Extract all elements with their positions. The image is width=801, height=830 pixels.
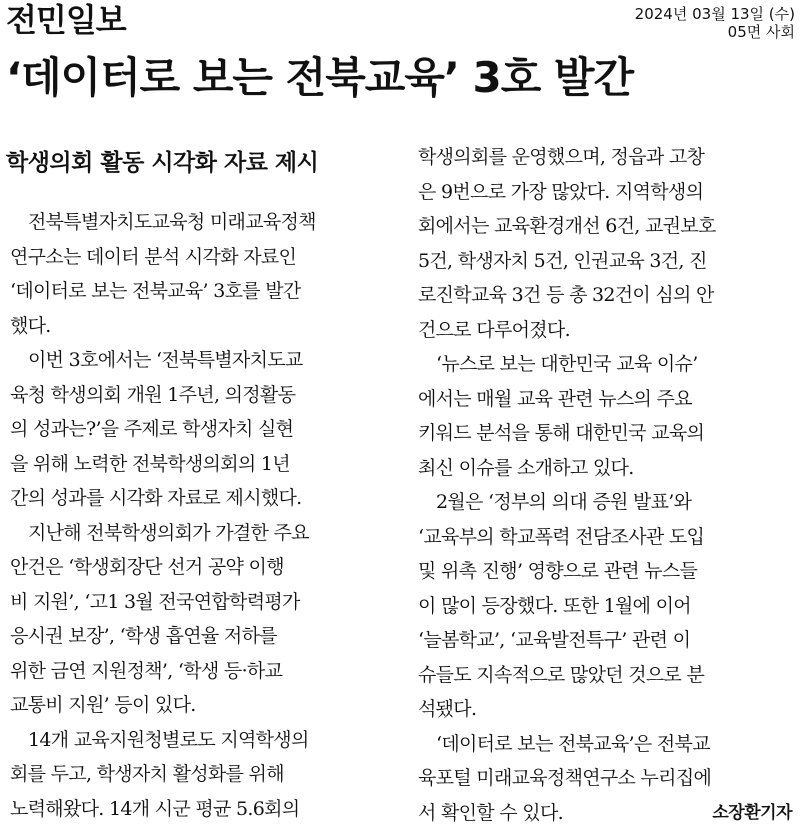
article-subheadline: 학생의회 활동 시각화 자료 제시 [6, 148, 396, 178]
body-line: 서 확인할 수 있다. [418, 796, 563, 830]
body-line: 학생의회를 운영했으며, 정읍과 고창 [418, 140, 796, 175]
body-line: 키워드 분석을 통해 대한민국 교육의 [418, 416, 796, 451]
body-line: 2월은 ‘정부의 의대 증원 발표’와 [418, 485, 796, 520]
article-headline: ‘데이터로 보는 전북교육’ 3호 발간 [6, 52, 796, 104]
article-body-left-column [10, 205, 388, 826]
publication-date: 2024년 03월 13일 (수) [635, 5, 795, 23]
body-line: ‘교육부의 학교폭력 전담조사관 도입 [418, 520, 796, 555]
body-last-line-row [418, 796, 796, 830]
body-line: 건으로 다루어졌다. [418, 313, 796, 348]
body-line: 비 지원’, ‘고1 3월 전국연합학력평가 [10, 585, 388, 620]
body-line: 간의 성과를 시각화 자료로 제시했다. [10, 481, 388, 516]
body-line: 을 위해 노력한 전북학생의회의 1년 [10, 447, 388, 482]
body-line: 안건은 ‘학생회장단 선거 공약 이행 [10, 550, 388, 585]
body-line: ‘데이터로 보는 전북교육’ 3호를 발간 [10, 274, 388, 309]
body-line: 및 위촉 진행’ 영향으로 관련 뉴스들 [418, 554, 796, 589]
body-line: 슈들도 지속적으로 많았던 것으로 분 [418, 658, 796, 693]
body-line: 응시권 보장’, ‘학생 흡연율 저하를 [10, 619, 388, 654]
body-line: 이번 3호에서는 ‘전북특별자치도교 [10, 343, 388, 378]
dateline [635, 5, 795, 41]
body-line: 은 9번으로 가장 많았다. 지역학생의 [418, 175, 796, 210]
body-line: 5건, 학생자치 5건, 인권교육 3건, 진 [418, 244, 796, 279]
newspaper-masthead: 전민일보 [6, 0, 126, 40]
body-line: 교통비 지원’ 등이 있다. [10, 688, 388, 723]
body-line: 전북특별자치도교육청 미래교육정책 [10, 205, 388, 240]
body-line: 로진학교육 3건 등 총 32건이 심의 안 [418, 278, 796, 313]
body-line: 육포털 미래교육정책연구소 누리집에 [418, 761, 796, 796]
body-line: ‘데이터로 보는 전북교육’은 전북교 [418, 727, 796, 762]
body-line: 육청 학생의회 개원 1주년, 의정활동 [10, 378, 388, 413]
body-line: 의 성과는?’을 주제로 학생자치 실현 [10, 412, 388, 447]
article-body-right-column [418, 140, 796, 830]
body-line: 14개 교육지원청별로도 지역학생의 [10, 723, 388, 758]
body-line: 회에서는 교육환경개선 6건, 교권보호 [418, 209, 796, 244]
body-line: 석됐다. [418, 692, 796, 727]
body-line: 이 많이 등장했다. 또한 1월에 이어 [418, 589, 796, 624]
body-line: 했다. [10, 309, 388, 344]
page-section: 05면 사회 [635, 23, 795, 41]
reporter-byline: 소장환기자 [712, 796, 796, 830]
body-line: ‘뉴스로 보는 대한민국 교육 이슈’ [418, 347, 796, 382]
body-line: 노력해왔다. 14개 시군 평균 5.6회의 [10, 792, 388, 827]
body-line: 연구소는 데이터 분석 시각화 자료인 [10, 240, 388, 275]
body-line: 지난해 전북학생의회가 가결한 주요 [10, 516, 388, 551]
body-line: 위한 금연 지원정책’, ‘학생 등·하교 [10, 654, 388, 689]
body-line: 에서는 매월 교육 관련 뉴스의 주요 [418, 382, 796, 417]
body-line: ‘늘봄학교’, ‘교육발전특구’ 관련 이 [418, 623, 796, 658]
body-line: 회를 두고, 학생자치 활성화를 위해 [10, 757, 388, 792]
body-line: 최신 이슈를 소개하고 있다. [418, 451, 796, 486]
